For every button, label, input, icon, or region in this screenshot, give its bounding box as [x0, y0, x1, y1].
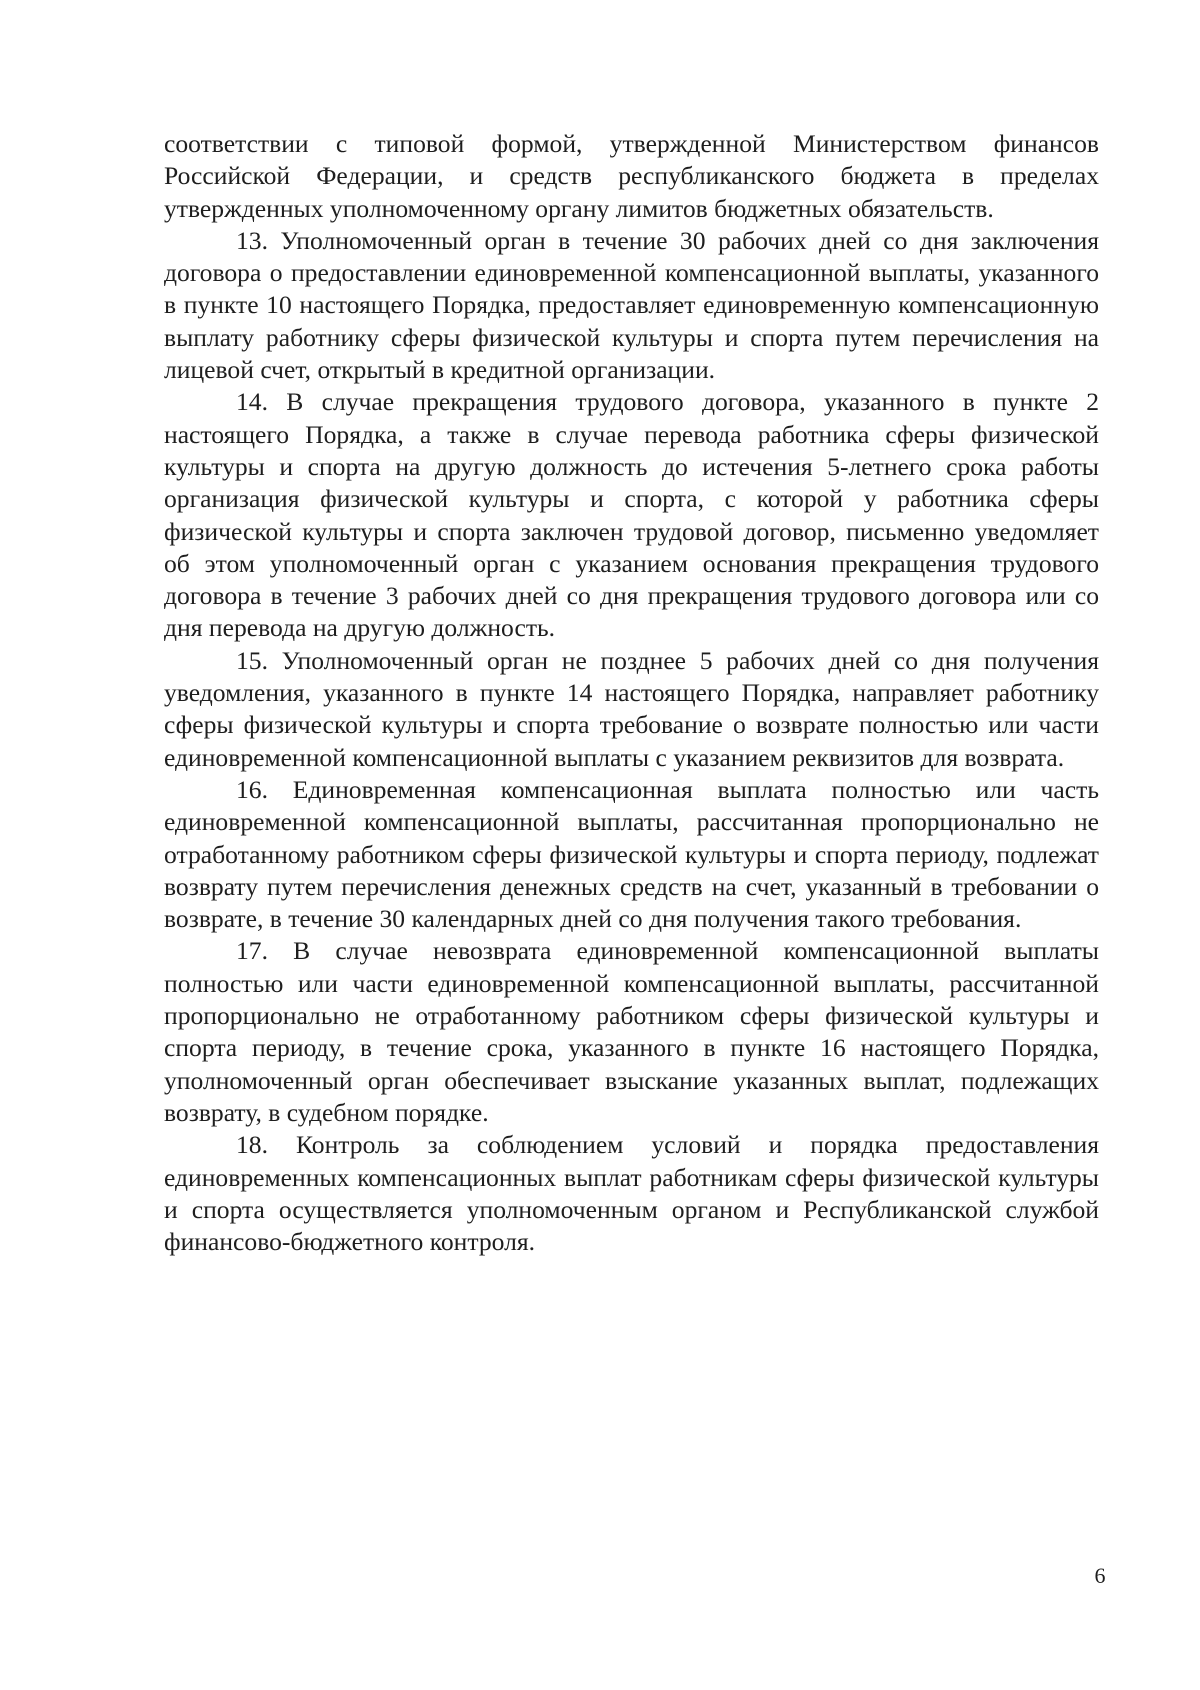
paragraph-18: 18. Контроль за соблюдением условий и порядка предоставления единовременных компенсационных выплат работникам сферы физической культуры и спорта осуществляется уполномоченным органом и Республиканской службой финансово-бюджетного контроля. [164, 1130, 1099, 1257]
paragraph-13: 13. Уполномоченный орган в течение 30 рабочих дней со дня заключения договора о предоставлении единовременной компенсационной выплаты, указанного в пункте 10 настоящего Порядка, предоставляет единовременную компенсационную выплату работнику сферы физической культуры и спорта путем перечисления на лицевой счет, открытый в кредитной организации. [164, 225, 1099, 385]
page-number: 6 [1094, 1563, 1106, 1588]
paragraph-15: 15. Уполномоченный орган не позднее 5 рабочих дней со дня получения уведомления, указанного в пункте 14 настоящего Порядка, направляет работнику сферы физической культуры и спорта требование о возврате полностью или части единовременной компенсационной выплаты с указанием реквизитов для возврата. [164, 645, 1099, 772]
paragraph-continuation: соответствии с типовой формой, утвержденной Министерством финансов Российской Федерации, и средств республиканского бюджета в пределах утвержденных уполномоченному органу лимитов бюджетных обязательств. [164, 129, 1099, 223]
paragraph-17: 17. В случае невозврата единовременной компенсационной выплаты полностью или части единовременной компенсационной выплаты, рассчитанной пропорционально не отработанному работником сферы физической культуры и спорта периоду, в течение срока, указанного в пункте 16 настоящего Порядка, уполномоченный орган обеспечивает взыскание указанных выплат, подлежащих возврату, в судебном порядке. [164, 936, 1099, 1127]
document-body [164, 128, 1099, 1258]
paragraph-16: 16. Единовременная компенсационная выплата полностью или часть единовременной компенсационной выплаты, рассчитанная пропорционально не отработанному работником сферы физической культуры и спорта периоду, подлежат возврату путем перечисления денежных средств на счет, указанный в требовании о возврате, в течение 30 календарных дней со дня получения такого требования. [164, 774, 1099, 934]
paragraph-14: 14. В случае прекращения трудового договора, указанного в пункте 2 настоящего Порядка, а также в случае перевода работника сферы физической культуры и спорта на другую должность до истечения 5-летнего срока работы организация физической культуры и спорта, с которой у работника сферы физической культуры и спорта заключен трудовой договор, письменно уведомляет об этом уполномоченный орган с указанием основания прекращения трудового договора в течение 3 рабочих дней со дня прекращения трудового договора или со дня перевода на другую должность. [164, 387, 1099, 643]
